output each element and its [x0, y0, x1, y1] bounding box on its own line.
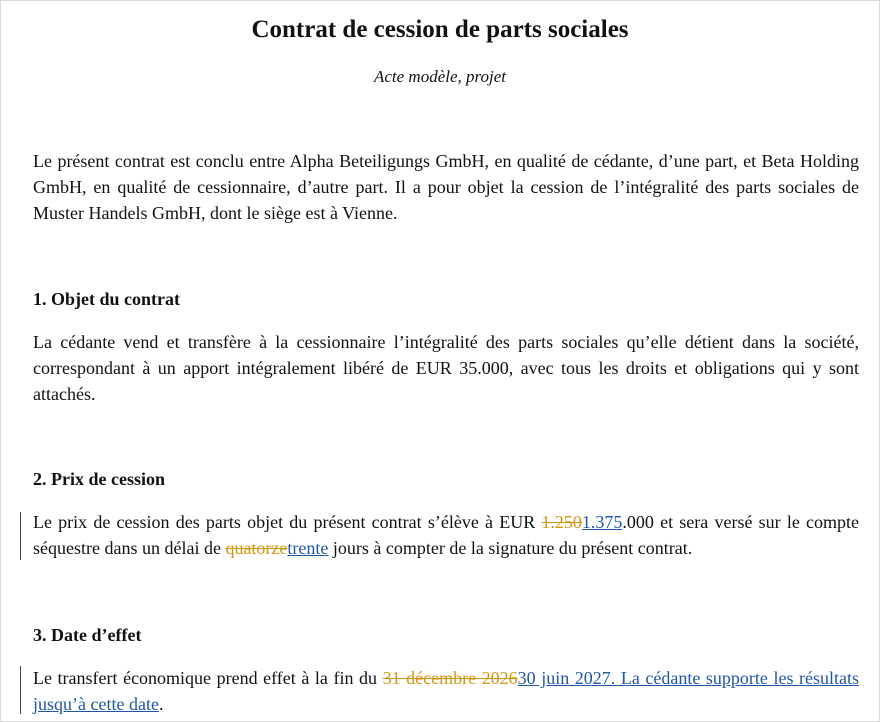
section-2-heading: 2. Prix de cession: [33, 469, 165, 489]
inserted-price[interactable]: 1.375: [581, 512, 623, 532]
section-3-text-1: Le transfert économique prend effet à la fin du: [33, 668, 383, 688]
change-bar-section-2: [20, 512, 21, 560]
section-1-heading: 1. Objet du contrat: [33, 289, 180, 309]
section-3-heading: 3. Date d’effet: [33, 625, 142, 645]
document-title: Contrat de cession de parts sociales: [251, 16, 629, 43]
section-1-paragraph: La cédante vend et transfère à la cessionnaire l’intégralité des parts sociales qu’elle détient dans la société, correspondant à un apport intégralement libéré de EUR 35.000, avec tous les droits et obligations qui y sont attachés.: [33, 332, 859, 404]
document-subtitle: Acte modèle, projet: [373, 67, 506, 86]
deleted-price[interactable]: 1.250: [541, 512, 582, 532]
section-2-paragraph: [33, 509, 859, 561]
section-2-text-2: .000 et sera versé sur le compte séquestre dans un délai de: [33, 512, 860, 558]
change-bar-section-3: [20, 666, 21, 714]
section-3-text-2: .: [158, 694, 164, 714]
deleted-delay[interactable]: quatorze: [225, 538, 288, 558]
inserted-effective-date[interactable]: 30 juin 2027. La cédante supporte les résultats jusqu’à cette date: [33, 668, 859, 714]
inserted-delay[interactable]: trente: [287, 538, 329, 558]
deleted-effective-date[interactable]: 31 décembre 2026: [382, 668, 518, 688]
section-2-text-1: Le prix de cession des parts objet du présent contrat s’élève à EUR: [33, 512, 542, 532]
intro-paragraph: Le présent contrat est conclu entre Alpha Beteiligungs GmbH, en qualité de cédante, d’une part, et Beta Holding GmbH, en qualité de cessionnaire, d’autre part. Il a pour objet la cession de l’intégralité des parts sociales de Muster Handels GmbH, dont le siège est à Vienne.: [33, 151, 859, 223]
section-2-text-3: jours à compter de la signature du présent contrat.: [328, 538, 693, 558]
section-3-paragraph: [33, 665, 859, 717]
